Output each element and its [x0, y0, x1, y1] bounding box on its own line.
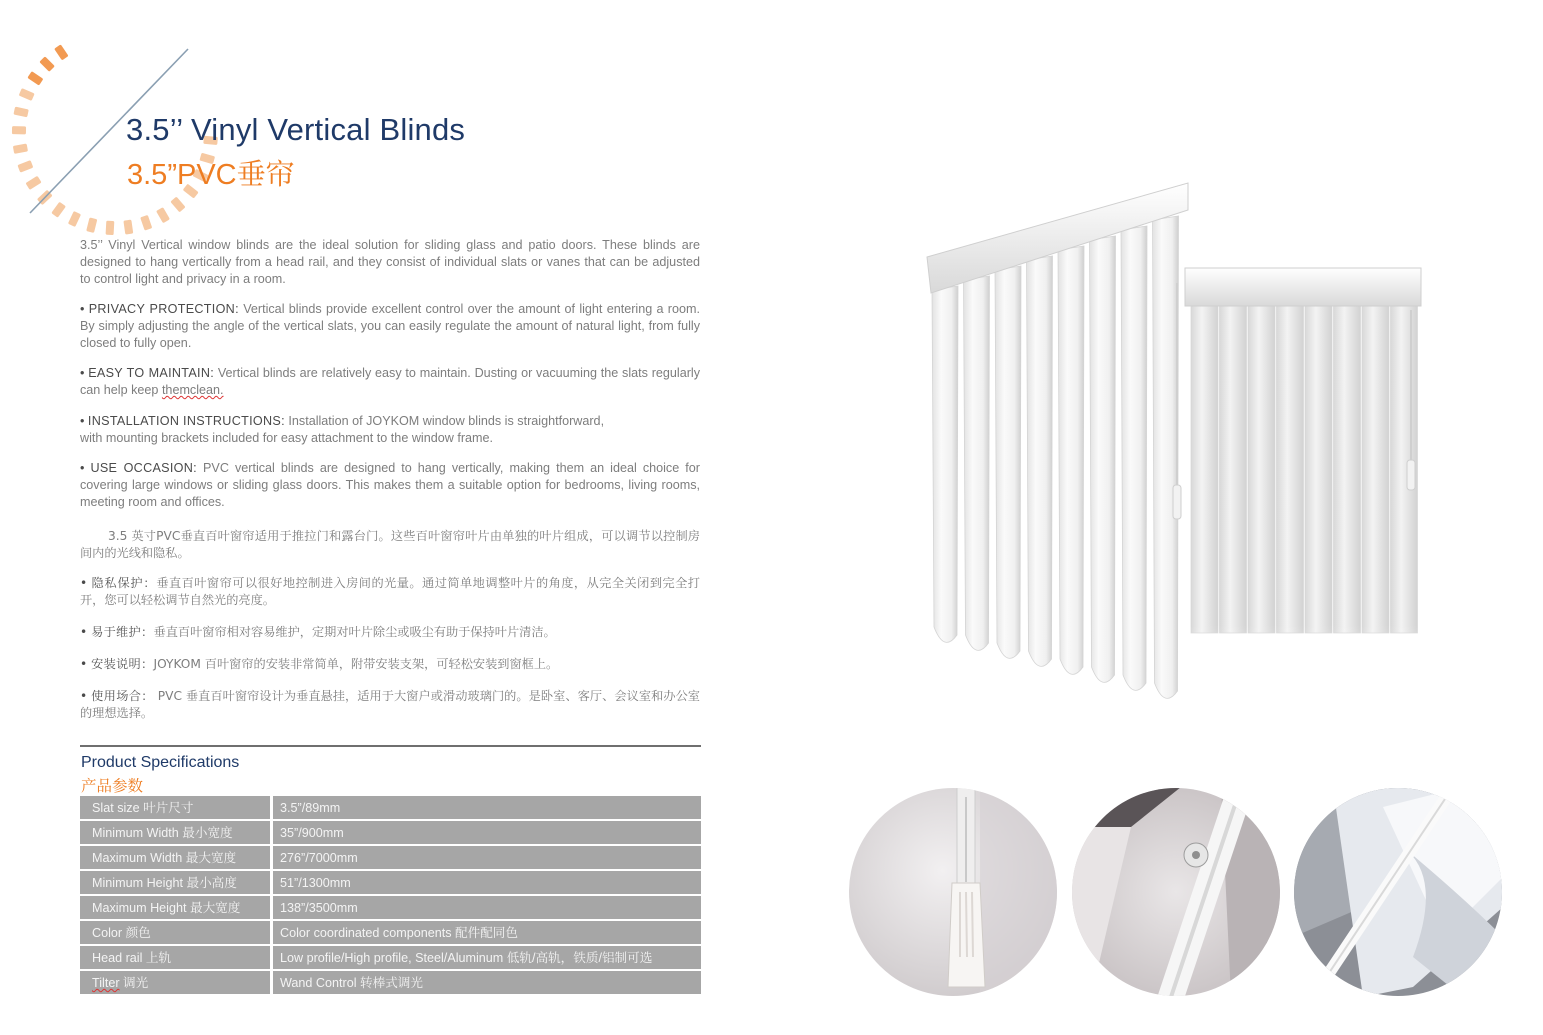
- spec-value: 35”/900mm: [280, 826, 344, 840]
- blind-slat: [1058, 246, 1084, 674]
- bullet-label: 安装说明：: [91, 657, 154, 671]
- blind-slat: [1027, 256, 1053, 666]
- spec-key: Maximum Height 最大宽度: [80, 896, 273, 919]
- arc-dash: [13, 144, 28, 154]
- blind-slat: [1191, 303, 1218, 633]
- spec-divider: [80, 745, 701, 747]
- spec-key: Maximum Width 最大宽度: [80, 846, 273, 869]
- spec-key: Head rail 上轨: [80, 946, 273, 969]
- bullet-text-line2: with mounting brackets included for easy attachment to the window frame.: [80, 431, 494, 446]
- bullet-label: INSTALLATION INSTRUCTIONS:: [87, 414, 285, 428]
- arc-dash: [170, 197, 185, 213]
- spec-table: [80, 796, 701, 996]
- spec-value: Color coordinated components 配件配同色: [280, 926, 518, 940]
- bullet-label: 使用场合：: [91, 689, 154, 703]
- spec-value: Low profile/High profile, Steel/Aluminum 低轨/高轨，铁质/铝制可选: [280, 951, 653, 965]
- bullet-use-occasion-chinese: • 使用场合： PVC 垂直百叶窗帘设计为垂直悬挂，适用于大窗户或滑动玻璃门的。是卧室、客厅、会议室和办公室的理想选择。: [80, 689, 700, 721]
- bullet-privacy-chinese: • 隐私保护：垂直百叶窗帘可以很好地控制进入房间的光量。通过简单地调整叶片的角度，从完全关闭到完全打开，您可以轻松调节自然光的亮度。: [80, 576, 700, 608]
- arc-dash: [25, 176, 41, 190]
- bullet-text: 垂直百叶窗帘相对容易维护，定期对叶片除尘或吸尘有助于保持叶片清洁。: [153, 625, 556, 639]
- spec-key: Minimum Height 最小高度: [80, 871, 273, 894]
- bullet-text: Vertical blinds provide excellent control over the amount of light entering a room. By simply adjusting the angle of the vertical slats, you can easily regulate the amount of natural light, from fully closed to fully open.: [80, 302, 700, 351]
- bullet-text: PVC vertical blinds are designed to hang vertically, making them an ideal choice for covering large windows or sliding glass doors. This makes them a suitable option for bedrooms, living rooms, meeting room and offices.: [80, 461, 700, 510]
- blind-slat: [964, 276, 990, 650]
- bullet-text: 垂直百叶窗帘可以很好地控制进入房间的光量。通过简单地调整叶片的角度，从完全关闭到完全打开，您可以轻松调节自然光的亮度。: [80, 576, 700, 608]
- spec-value: 138”/3500mm: [280, 901, 358, 915]
- spec-row-head-rail: [80, 946, 701, 969]
- spec-key: Color 颜色: [80, 921, 273, 944]
- spec-row-min-width: [80, 821, 701, 844]
- arc-dash: [106, 221, 115, 235]
- arc-dash: [51, 202, 66, 218]
- bullet-label: EASY TO MAINTAIN:: [88, 366, 215, 380]
- intro-paragraph-chinese: 3.5 英寸PVC垂直百叶窗帘适用于推拉门和露台门。这些百叶窗帘叶片由单独的叶片组成，可以调节以控制房间内的光线和隐私。: [80, 529, 700, 561]
- blind-slat: [995, 266, 1021, 658]
- arc-dash: [17, 160, 33, 172]
- spec-row-slat-size: [80, 796, 701, 819]
- bullet-installation: • INSTALLATION INSTRUCTIONS: Installation of JOYKOM window blinds is straightforward, with mounting brackets included for easy attachment to the window frame.: [80, 413, 700, 447]
- bullet-privacy: • PRIVACY PROTECTION: Vertical blinds provide excellent control over the amount of light entering a room. By simply adjusting the angle of the vertical slats, you can easily regulate the amount of natural light, from fully closed to fully open.: [80, 302, 700, 351]
- bullet-text-tail: themclean.: [161, 383, 224, 398]
- bullet-text: Installation of JOYKOM window blinds is straightforward,: [288, 414, 605, 428]
- spec-heading-chinese: 产品参数: [81, 777, 144, 795]
- spec-row-color: [80, 921, 701, 944]
- blind-slat: [932, 286, 958, 642]
- blind-slat: [1362, 303, 1389, 633]
- arc-dash: [68, 211, 81, 227]
- spec-value: 51”/1300mm: [280, 876, 351, 890]
- blind-slat: [1248, 303, 1275, 633]
- spec-row-tilter: [80, 971, 701, 994]
- page-title: 3.5’’ Vinyl Vertical Blinds: [126, 112, 466, 147]
- bullet-text: PVC 垂直百叶窗帘设计为垂直悬挂，适用于大窗户或滑动玻璃门的。是卧室、客厅、会议室和办公室的理想选择。: [80, 689, 700, 721]
- detail-hook-image: [1071, 787, 1281, 997]
- bullet-text: JOYKOM 百叶窗帘的安装非常简单，附带安装支架，可轻松安装到窗框上。: [153, 657, 559, 671]
- product-image: [900, 175, 1460, 735]
- spec-value: 3.5”/89mm: [280, 801, 341, 815]
- bullet-use-occasion: • USE OCCASION: PVC vertical blinds are designed to hang vertically, making them an ideal choice for covering large windows or sliding glass doors. This makes them a suitable option for bedrooms, living rooms, meeting room and offices.: [80, 461, 700, 510]
- spec-key: Slat size 叶片尺寸: [80, 796, 273, 819]
- spec-heading: Product Specifications: [81, 754, 240, 771]
- bullet-installation-chinese: • 安装说明：JOYKOM 百叶窗帘的安装非常简单，附带安装支架，可轻松安装到窗框上。: [80, 657, 559, 671]
- bullet-label: USE OCCASION:: [90, 461, 197, 475]
- bullet-text: Vertical blinds are relatively easy to maintain. Dusting or vacuuming the slats regularly can help keep: [80, 366, 701, 398]
- bullet-label: PRIVACY PROTECTION:: [88, 302, 239, 316]
- blind-slat: [1220, 303, 1247, 633]
- blind-slat: [1090, 236, 1116, 682]
- blind-slat: [1305, 303, 1332, 633]
- detail-wand-image: [848, 787, 1058, 997]
- arc-dash: [27, 71, 43, 85]
- spec-key: Minimum Width 最小宽度: [80, 821, 273, 844]
- bullet-maintain-chinese: • 易于维护：垂直百叶窗帘相对容易维护，定期对叶片除尘或吸尘有助于保持叶片清洁。: [80, 625, 556, 639]
- arc-dash: [86, 217, 97, 233]
- spec-row-max-width: [80, 846, 701, 869]
- arc-dash: [19, 88, 35, 101]
- blind-slat: [1334, 303, 1361, 633]
- spec-row-max-height: [80, 896, 701, 919]
- detail-slat-image: [1293, 787, 1503, 997]
- spec-row-min-height: [80, 871, 701, 894]
- arc-dash: [123, 220, 133, 235]
- bullet-maintain: • EASY TO MAINTAIN: Vertical blinds are relatively easy to maintain. Dusting or vacuuming the slats regularly can help keep themclean.: [80, 366, 701, 398]
- arc-dash: [12, 126, 26, 134]
- spec-value: Wand Control 转棒式调光: [280, 976, 423, 990]
- intro-paragraph: 3.5’’ Vinyl Vertical window blinds are the ideal solution for sliding glass and patio doors. These blinds are designed to hang vertically from a head rail, and they consist of individual slats or vanes that can be adjusted to control light and privacy in a room.: [80, 238, 700, 287]
- spec-key-main: Tilter: [92, 976, 120, 990]
- blind-slat: [1153, 216, 1179, 698]
- spec-value: 276”/7000mm: [280, 851, 358, 865]
- arc-dash: [54, 44, 68, 60]
- blind-slat: [1277, 303, 1304, 633]
- blind-slat: [1121, 226, 1147, 690]
- spec-key: [80, 971, 273, 994]
- page-title-chinese: 3.5”PVC垂帘: [127, 159, 295, 191]
- spec-key-tail: 调光: [119, 976, 149, 990]
- arc-dash: [13, 107, 28, 118]
- arc-dash: [39, 56, 55, 72]
- bullet-label: 易于维护：: [91, 625, 154, 639]
- arc-dash: [140, 215, 152, 231]
- bullet-label: 隐私保护：: [91, 576, 157, 590]
- arc-dash: [156, 207, 170, 223]
